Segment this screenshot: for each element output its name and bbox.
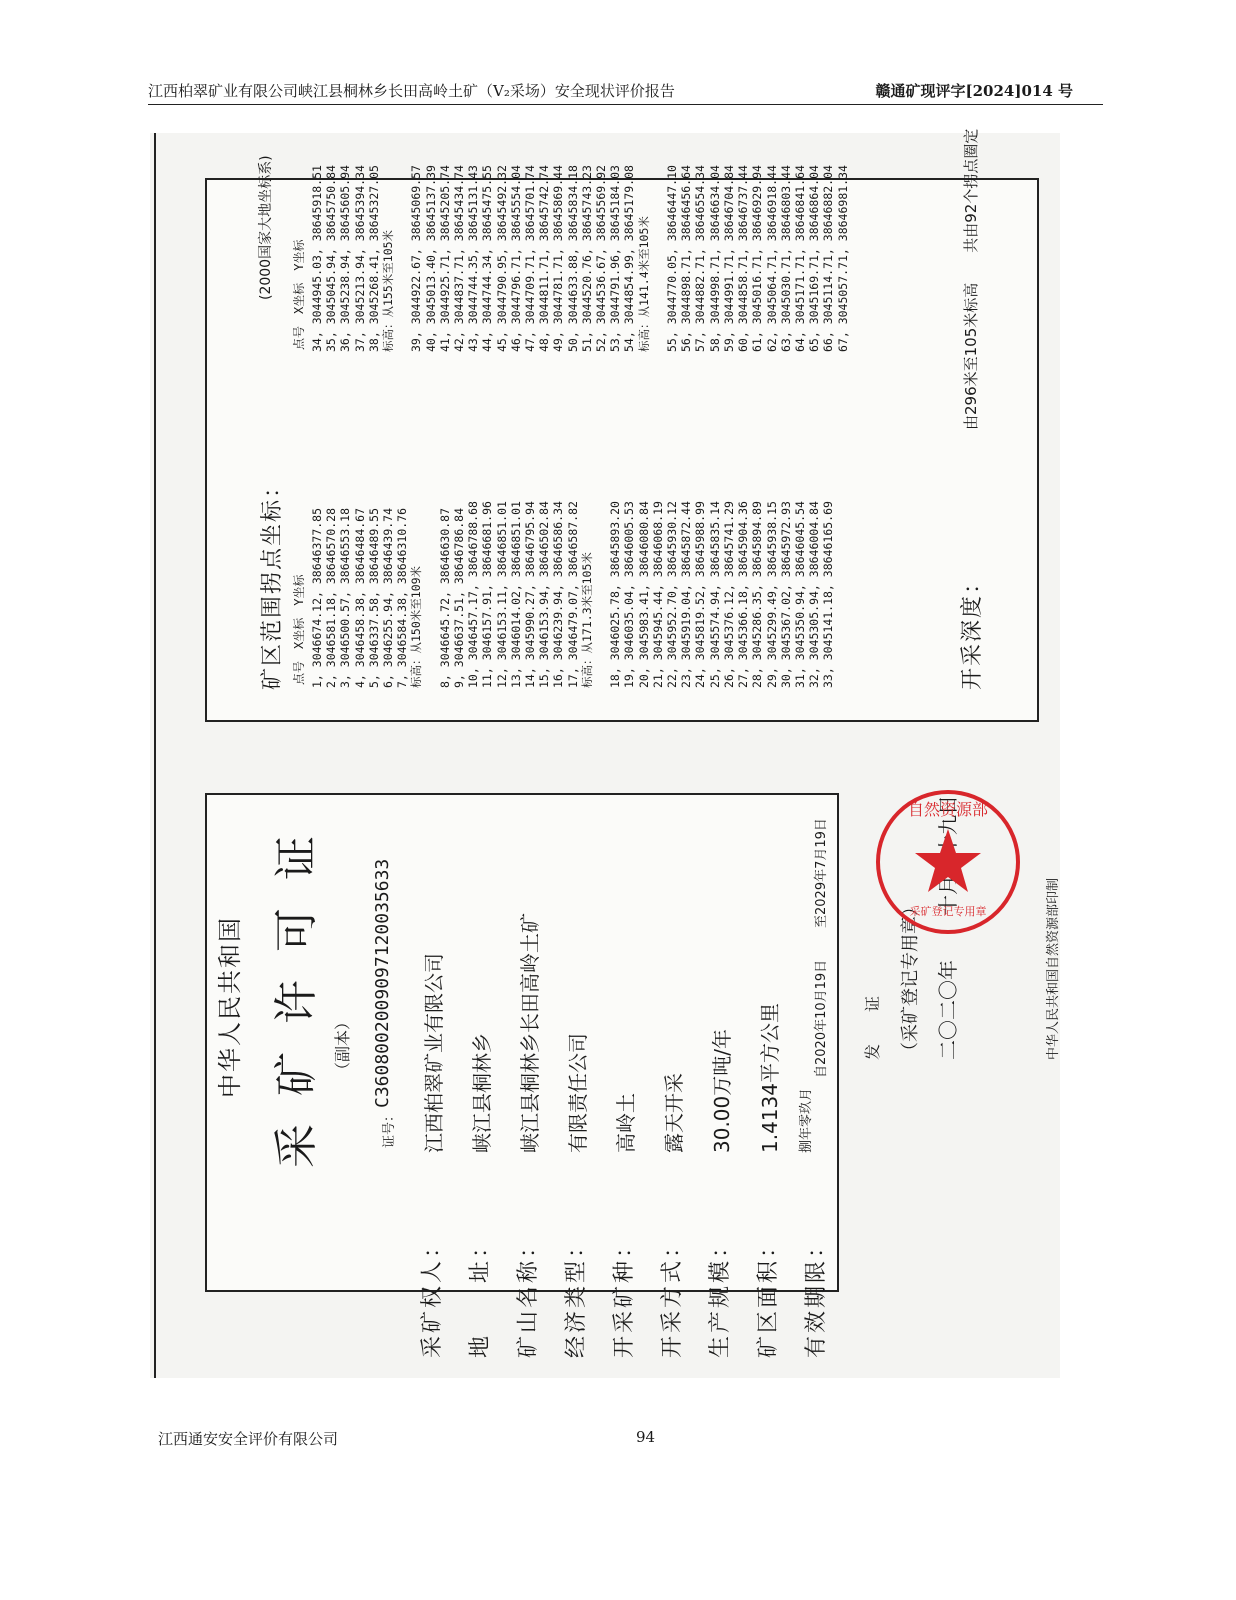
coordinate-point: 18, 3046025.78, 38645893.20 [608,501,623,688]
coordinates-panel [255,128,1105,730]
coordinate-point: 60, 3044858.71, 38646737.44 [736,165,751,352]
coordinate-point: 37, 3045213.94, 38645394.34 [352,165,367,352]
coordinate-point: 46, 3044796.71, 38645554.04 [508,165,523,352]
coordinate-point: 标高：从141.4米至105米 [636,216,651,352]
certificate-title: 采矿许可证 [271,808,322,1168]
coordinate-point: 9, 3046637.51, 38646786.84 [452,507,467,688]
official-seal [873,787,1023,937]
coordinate-point: 44, 3044744.34, 38645475.55 [480,165,495,352]
coordinate-point: 19, 3046035.04, 38646005.53 [622,501,637,688]
field-label: 有效期限： [804,1232,829,1358]
coordinate-point: 67, 3045057.71, 38646981.34 [835,165,850,352]
coordinate-point: 40, 3045013.40, 38645137.39 [423,165,438,352]
coordinate-point: 22, 3045952.70, 38645930.12 [665,501,680,688]
field-value: 峡江县桐林乡长田高岭土矿 [518,913,542,1153]
coordinate-point: 标高：从150米至109米 [409,565,424,688]
coordinate-point: 21, 3045945.44, 38646068.19 [650,501,665,688]
depth-label: 开采深度： [960,569,985,690]
header-doc-number: 赣通矿现评字[2024]014 号 [875,82,1073,100]
coordinate-point: 14, 3045990.27, 38646795.94 [523,501,538,688]
coordinate-point: 4, 3046458.38, 38646484.67 [352,507,367,688]
mining-license [210,798,840,1358]
field-value: 有限责任公司 [566,1033,590,1153]
field-value: 1.4134平方公里 [758,1003,782,1153]
coordinate-point: 标高：从171.3米至105米 [579,552,594,688]
validity-to: 至2029年7月19日 [814,818,829,928]
coord-group-1 [310,501,836,688]
coordinate-point: 51, 3044520.76, 38645743.23 [579,165,594,352]
column-headers: 点号 X坐标 Y坐标 [292,574,306,685]
certificate-copy: （副本） [333,1013,352,1078]
coordinate-point: 33, 3045141.18, 38646165.69 [821,501,836,688]
coordinate-point: 8, 3046645.72, 38646630.87 [437,507,452,688]
coordinate-point: 25, 3045574.94, 38645835.14 [707,501,722,688]
coordinate-point: 39, 3044922.67, 38645069.57 [409,165,424,352]
field-label: 采矿权人： [420,1232,445,1358]
column-headers: 点号 X坐标 Y坐标 [292,239,306,350]
coordinate-point: 38, 3045268.41, 38645327.05 [366,165,381,352]
field-label: 矿区面积： [756,1232,781,1358]
coordinates-heading: 矿区范围拐点坐标： [260,473,285,690]
field-label: 生产规模： [708,1232,733,1358]
coordinate-point: 24, 3045819.52, 38645988.99 [693,501,708,688]
coordinate-point: 35, 3045045.94, 38645750.84 [324,165,339,352]
coordinate-point: 13, 3046014.02, 38646851.01 [508,501,523,688]
field-label: 矿山名称： [516,1232,541,1358]
coordinate-point: 20, 3045983.41, 38646080.84 [636,501,651,688]
scan-edge [154,133,156,1378]
coordinate-point: 65, 3045169.71, 38646864.04 [807,165,822,352]
coordinate-point: 34, 3044945.03, 38645918.51 [310,165,324,352]
field-label: 地 址： [468,1232,493,1358]
field-value: 高岭土 [614,1093,638,1153]
page-header [148,78,1103,105]
footer-company: 江西通安安全评价有限公司 [158,1430,339,1448]
coordinate-point: 59, 3044991.71, 38646704.84 [721,165,736,352]
seal-subtext: 采矿登记专用章 [909,905,987,918]
coordinate-point: 1, 3046674.12, 38646377.85 [310,507,324,688]
issuer-sub: （采矿登记专用章） [900,898,921,1060]
coordinate-point: 10, 3046457.17, 38646788.68 [466,501,481,688]
footer-page-number: 94 [636,1428,656,1446]
seal-text: 自然资源部 [907,800,989,819]
coordinate-point: 52, 3044536.67, 38645569.92 [594,165,609,352]
coordinate-point: 11, 3046157.91, 38646681.96 [480,501,495,688]
depth-summary: 由296米至105米标高 共由92个拐点圈定 [962,128,980,430]
coordinate-point: 3, 3046500.57, 38646553.18 [338,507,353,688]
coordinate-point [395,165,409,352]
country-name: 中华人民共和国 [216,916,244,1098]
coordinate-point: 15, 3046153.94, 38646502.84 [537,501,552,688]
coordinate-point: 63, 3045030.71, 38646803.44 [778,165,793,352]
coordinate-point: 31, 3045350.94, 38646045.54 [792,501,807,688]
coordinate-point: 6, 3046255.94, 38646439.74 [381,507,396,688]
printer-note: 中华人民共和国自然资源部印制 [1046,877,1061,1060]
field-value: 峡江县桐林乡 [470,1033,494,1153]
coordinate-point: 5, 3046337.58, 38646489.55 [366,507,381,688]
coordinate-system: (2000国家大地坐标系) [258,155,274,300]
coordinate-point: 61, 3045016.71, 38646929.94 [750,165,765,352]
coordinate-point: 7, 3046584.38, 38646310.76 [395,507,410,688]
coordinate-point: 29, 3045299.49, 38645938.15 [764,501,779,688]
coordinate-point [594,501,608,688]
coordinate-point: 57, 3044882.71, 38646554.34 [693,165,708,352]
coordinate-point: 16, 3046239.94, 38646586.34 [551,501,566,688]
coordinate-point: 标高：从155米至105米 [381,229,396,352]
coordinate-point: 55, 3044770.05, 38646447.10 [665,165,680,352]
field-value: 露天开采 [662,1073,686,1153]
coordinate-point: 62, 3045064.71, 38646918.44 [764,165,779,352]
coordinate-point [424,501,438,688]
coordinate-point: 27, 3045366.18, 38645904.36 [736,501,751,688]
coordinate-point: 41, 3044925.71, 38645205.74 [437,165,452,352]
coordinate-point: 42, 3044837.71, 38645434.74 [452,165,467,352]
coordinate-point: 23, 3045919.04, 38645872.44 [679,501,694,688]
coordinate-point: 12, 3046153.11, 38646851.01 [494,501,509,688]
coordinate-point: 50, 3044633.88, 38645834.18 [565,165,580,352]
field-label: 开采方式： [660,1232,685,1358]
issuer-label: 发 证 [863,995,882,1060]
field-label: 开采矿种： [612,1232,637,1358]
coordinate-point: 66, 3045114.71, 38646882.04 [821,165,836,352]
field-label: 经济类型： [564,1232,589,1358]
cert-no: C3608002009097120035633 [372,858,393,1108]
header-title: 江西柏翠矿业有限公司峡江县桐林乡长田高岭土矿（V₂采场）安全现状评价报告 [148,82,675,100]
coordinate-point: 36, 3045238.94, 38645605.94 [338,165,353,352]
coordinate-point: 17, 3046479.07, 38646587.82 [565,501,580,688]
seal-star [915,829,981,892]
issue-year: 二〇二〇年 [936,960,960,1060]
field-value: 捌年零玖月 [799,1087,814,1153]
cert-no-label: 证号： [382,1108,397,1148]
coordinate-point: 30, 3045367.02, 38645972.93 [778,501,793,688]
coordinate-point: 32, 3045305.94, 38646004.84 [807,501,822,688]
coordinate-point: 43, 3044744.35, 38645131.43 [466,165,481,352]
coord-group-2 [310,165,850,352]
validity-from: 自2020年10月19日 [814,959,829,1078]
field-value: 30.00万吨/年 [710,1029,734,1153]
coordinate-point: 48, 3044811.71, 38645742.74 [537,165,552,352]
coordinate-point: 26, 3045376.12, 38645741.29 [721,501,736,688]
coordinate-point: 58, 3044998.71, 38646634.04 [707,165,722,352]
coordinate-point: 49, 3044781.71, 38645869.44 [551,165,566,352]
coordinate-point: 28, 3045286.35, 38645894.89 [750,501,765,688]
coordinate-point: 47, 3044709.71, 38645701.74 [523,165,538,352]
coordinate-point: 54, 3044854.99, 38645179.08 [622,165,637,352]
field-value: 江西柏翠矿业有限公司 [422,953,446,1153]
coordinate-point: 56, 3044898.71, 38646456.64 [679,165,694,352]
coordinate-point: 45, 3044790.95, 38645492.32 [494,165,509,352]
coordinate-point: 53, 3044791.96, 38645184.03 [608,165,623,352]
coordinate-point [651,165,665,352]
coordinate-point: 2, 3046581.18, 38646570.28 [324,507,339,688]
coordinate-point: 64, 3045171.71, 38646841.64 [792,165,807,352]
